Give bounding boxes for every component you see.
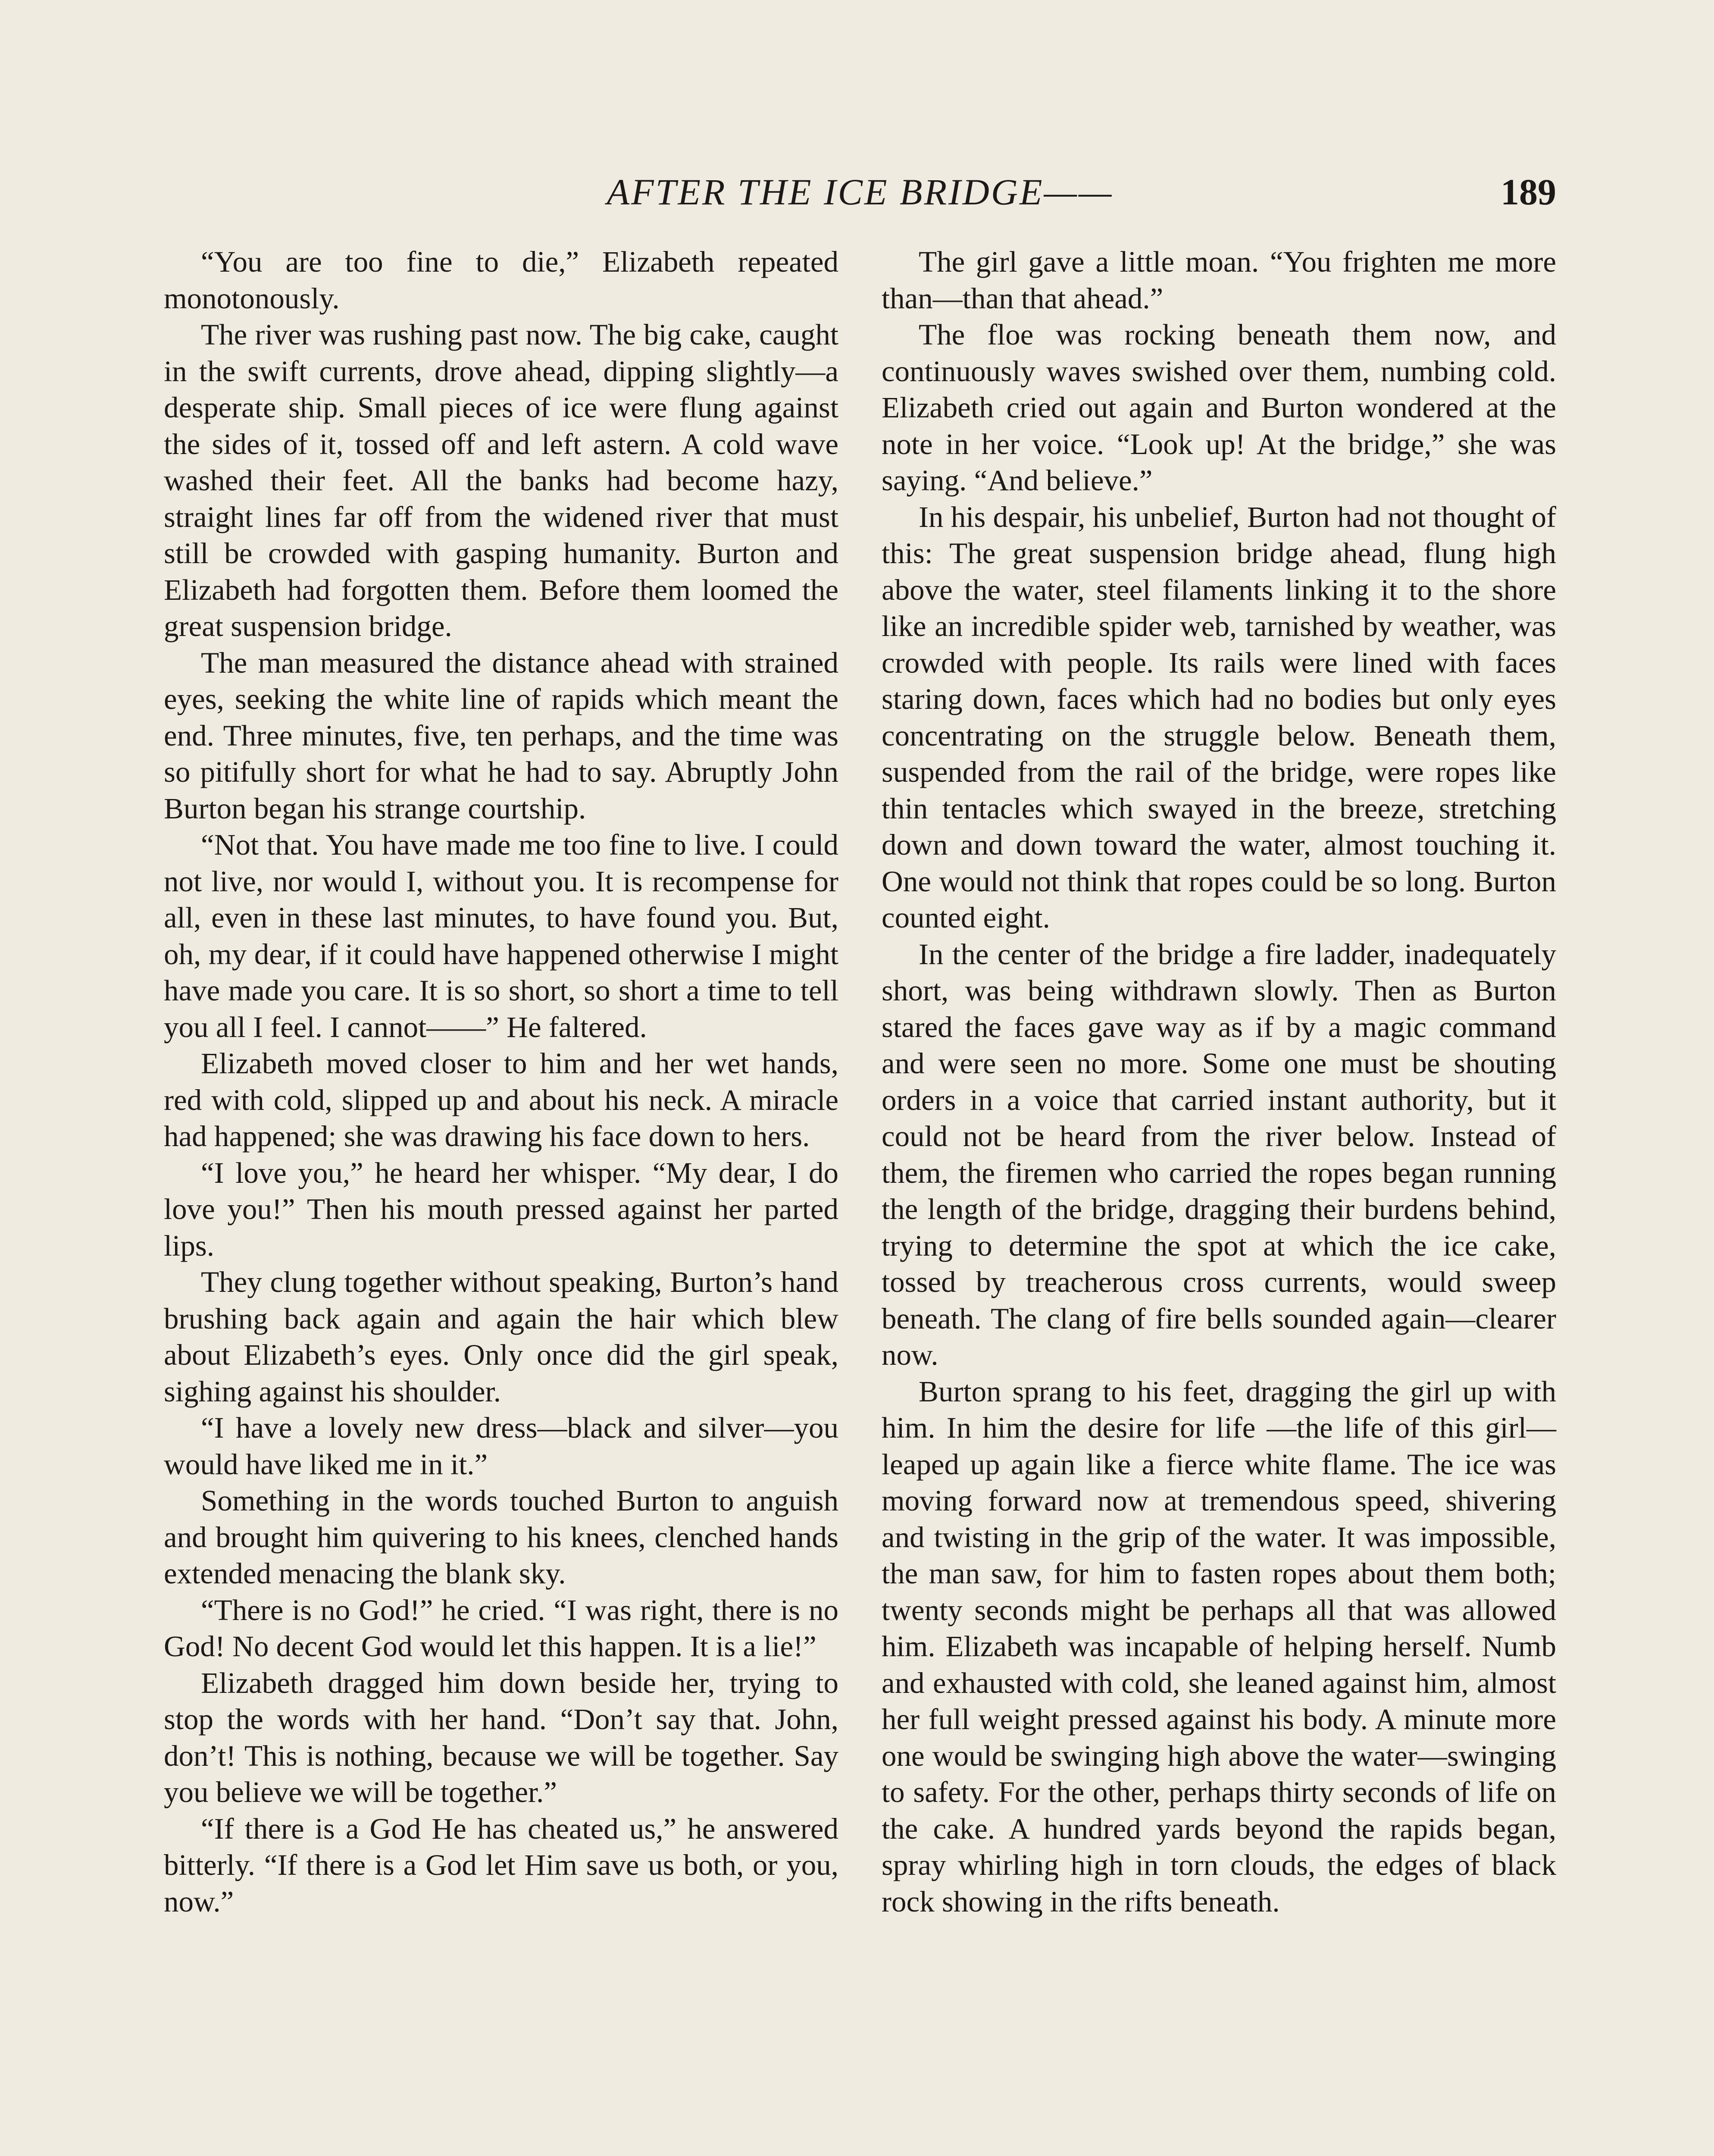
paragraph: “There is no God!” he cried. “I was right, there is no God! No decent God would let this happen. It is a lie!” <box>164 1593 838 1663</box>
paragraph: They clung together without speaking, Burton’s hand brushing back again and again the hair which blew about Elizabeth’s eyes. Only once did the girl speak, sighing against his shoulder. <box>164 1266 838 1408</box>
paragraph: In the center of the bridge a fire ladder, inadequately short, was being withdrawn slowly. Then as Burton stared the faces gave way as if by a magic command and were seen no more. Some one must be shouting orders in a voice that carried instant authority, but it could not be heard from the river below. Instead of them, the firemen who carried the ropes began running the length of the bridge, dragging their burdens behind, trying to determine the spot at which the ice cake, tossed by treacherous cross currents, would sweep beneath. The clang of fire bells sounded again—clearer now. <box>882 937 1556 1371</box>
running-title: AFTER THE ICE BRIDGE—— <box>607 171 1113 213</box>
paragraph: Something in the words touched Burton to anguish and brought him quivering to his knees, clenched hands extended menacing the blank sky. <box>164 1484 838 1590</box>
text-columns <box>164 244 1556 2156</box>
paragraph: The river was rushing past now. The big cake, caught in the swift currents, drove ahead, dipping slightly—a desperate ship. Small pieces of ice were flung against the sides of it, tossed off and left astern. A cold wave washed their feet. All the banks had become hazy, straight lines far off from the widened river that must still be crowded with gasping humanity. Burton and Elizabeth had forgotten them. Before them loomed the great suspension bridge. <box>164 318 838 642</box>
paragraph: The girl gave a little moan. “You frighten me more than—than that ahead.” <box>882 245 1556 315</box>
page-number: 189 <box>1501 171 1556 213</box>
paragraph: “You are too fine to die,” Elizabeth repeated monotonously. <box>164 245 838 315</box>
page-header <box>164 166 1556 226</box>
paragraph: The floe was rocking beneath them now, and continuously waves swished over them, numbing cold. Elizabeth cried out again and Burton wondered at the note in her voice. “Look up! At the bridge,” she was saying. “And believe.” <box>882 318 1556 497</box>
paragraph: “I have a lovely new dress—black and silver—you would have liked me in it.” <box>164 1411 838 1481</box>
paragraph: “Not that. You have made me too fine to live. I could not live, nor would I, without you. It is recompense for all, even in these last minutes, to have found you. But, oh, my dear, if it could have happened otherwise I might have made you care. It is so short, so short a time to tell you all I feel. I cannot——” He faltered. <box>164 828 838 1044</box>
paragraph: The man measured the distance ahead with strained eyes, seeking the white line of rapids which meant the end. Three minutes, five, ten perhaps, and the time was so pitifully short for what he had to say. Abruptly John Burton began his strange courtship. <box>164 646 838 825</box>
paragraph: Burton sprang to his feet, dragging the girl up with him. In him the desire for life —the life of this girl—leaped up again like a fierce white flame. The ice was moving forward now at tremendous speed, shivering and twisting in the grip of the water. It was impossible, the man saw, for him to fasten ropes about them both; twenty seconds might be perhaps all that was allowed him. Elizabeth was incapable of helping herself. Numb and exhausted with cold, she leaned against him, almost her full weight pressed against his body. A minute more one would be swinging high above the water—swinging to safety. For the other, perhaps thirty seconds of life on the cake. A hundred yards beyond the rapids began, spray whirling high in torn clouds, the edges of black rock showing in the rifts beneath. <box>882 1375 1556 1918</box>
paragraph: “If there is a God He has cheated us,” he answered bitterly. “If there is a God let Him save us both, or you, now.” <box>164 1812 838 1918</box>
left-column <box>164 244 838 2156</box>
paragraph: In his despair, his unbelief, Burton had not thought of this: The great suspension bridge ahead, flung high above the water, steel filaments linking it to the shore like an incredible spider web, tarnished by weather, was crowded with people. Its rails were lined with faces staring down, faces which had no bodies but only eyes concentrating on the struggle below. Beneath them, suspended from the rail of the bridge, were ropes like thin tentacles which swayed in the breeze, stretching down and down toward the water, almost touching it. One would not think that ropes could be so long. Burton counted eight. <box>882 500 1556 934</box>
paragraph: Elizabeth dragged him down beside her, trying to stop the words with her hand. “Don’t say that. John, don’t! This is nothing, because we will be together. Say you believe we will be together.” <box>164 1666 838 1808</box>
paragraph: Elizabeth moved closer to him and her wet hands, red with cold, slipped up and about his neck. A miracle had happened; she was drawing his face down to hers. <box>164 1047 838 1153</box>
right-column <box>882 244 1556 2156</box>
paragraph: “I love you,” he heard her whisper. “My dear, I do love you!” Then his mouth pressed against her parted lips. <box>164 1156 838 1262</box>
